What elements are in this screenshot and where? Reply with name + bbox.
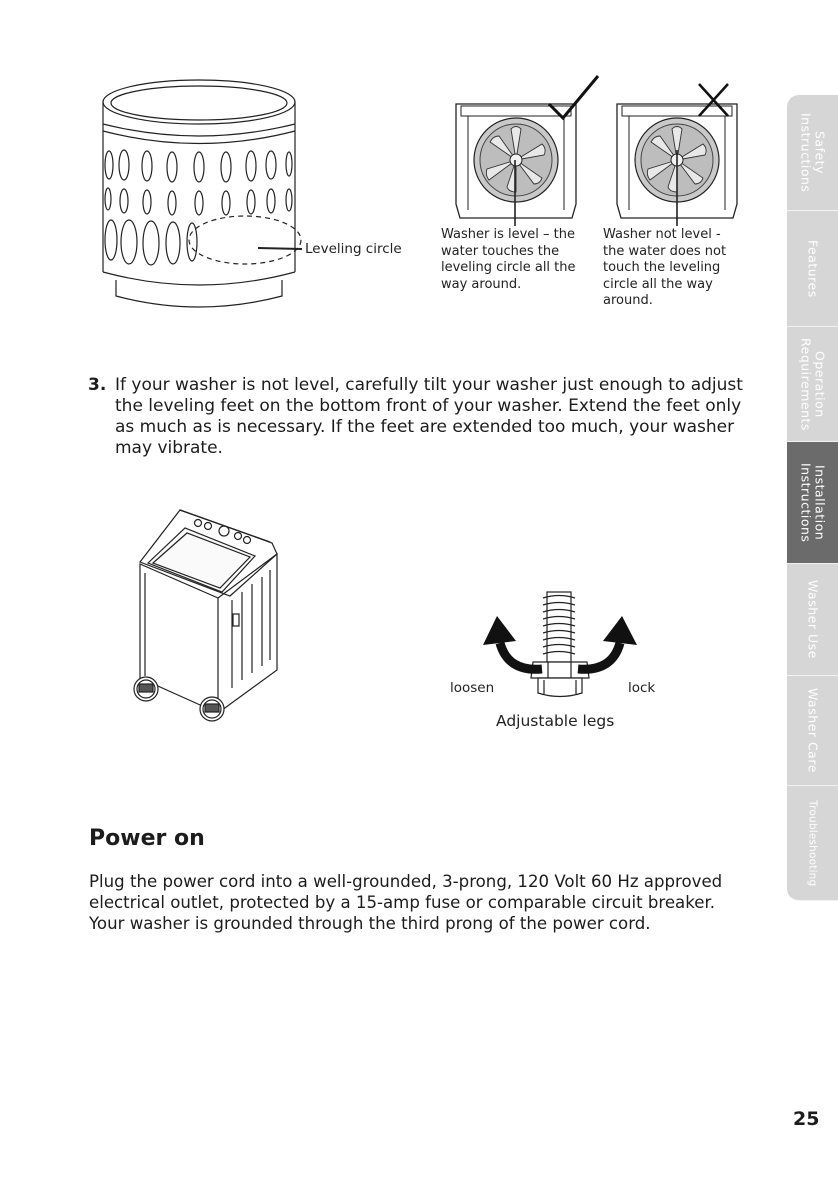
tab-troubleshooting[interactable] — [787, 786, 838, 901]
power-on-body: Plug the power cord into a well-grounded, 3-prong, 120 Volt 60 Hz approved electrical outlet, protected by a 15-amp fuse or comparable circuit breaker. Your washer is grounded through the third prong of the power cord. — [89, 872, 723, 933]
tab-installation-instructions[interactable] — [787, 442, 838, 564]
tab-label: Washer Use — [805, 580, 821, 659]
step-text: If your washer is not level, carefully tilt your washer just enough to adjust the leveling feet on the bottom front of your washer. Extend the feet only as much as is necessary. If the feet are extended too much, your washer may vibrate. — [115, 375, 743, 458]
lock-label: lock — [628, 680, 656, 696]
tab-safety-instructions[interactable] — [787, 95, 838, 211]
tab-label: Operation Requirements — [798, 337, 828, 431]
loosen-label: loosen — [450, 680, 495, 696]
tab-operation-requirements[interactable] — [787, 327, 838, 442]
tab-label: Troubleshooting — [806, 799, 819, 887]
tab-label: Safety Instructions — [798, 112, 828, 193]
tab-label: Features — [805, 239, 821, 298]
tab-features[interactable] — [787, 211, 838, 327]
not-level-caption: Washer not level - the water does not touch the leveling circle all the way around. — [603, 227, 727, 308]
page-number: 25 — [793, 1108, 820, 1130]
leveling-circle-label: Leveling circle — [305, 241, 402, 257]
tab-washer-care[interactable] — [787, 676, 838, 786]
section-title-power-on: Power on — [89, 826, 205, 851]
adjustable-legs-caption: Adjustable legs — [496, 712, 615, 730]
step-number: 3. — [88, 375, 107, 395]
adjustable-leg-figure — [0, 0, 650, 710]
level-caption: Washer is level – the water touches the leveling circle all the way around. — [441, 227, 576, 292]
tab-label: Washer Care — [805, 688, 821, 773]
tab-label: Installation Instructions — [798, 462, 828, 543]
tab-washer-use[interactable] — [787, 564, 838, 676]
